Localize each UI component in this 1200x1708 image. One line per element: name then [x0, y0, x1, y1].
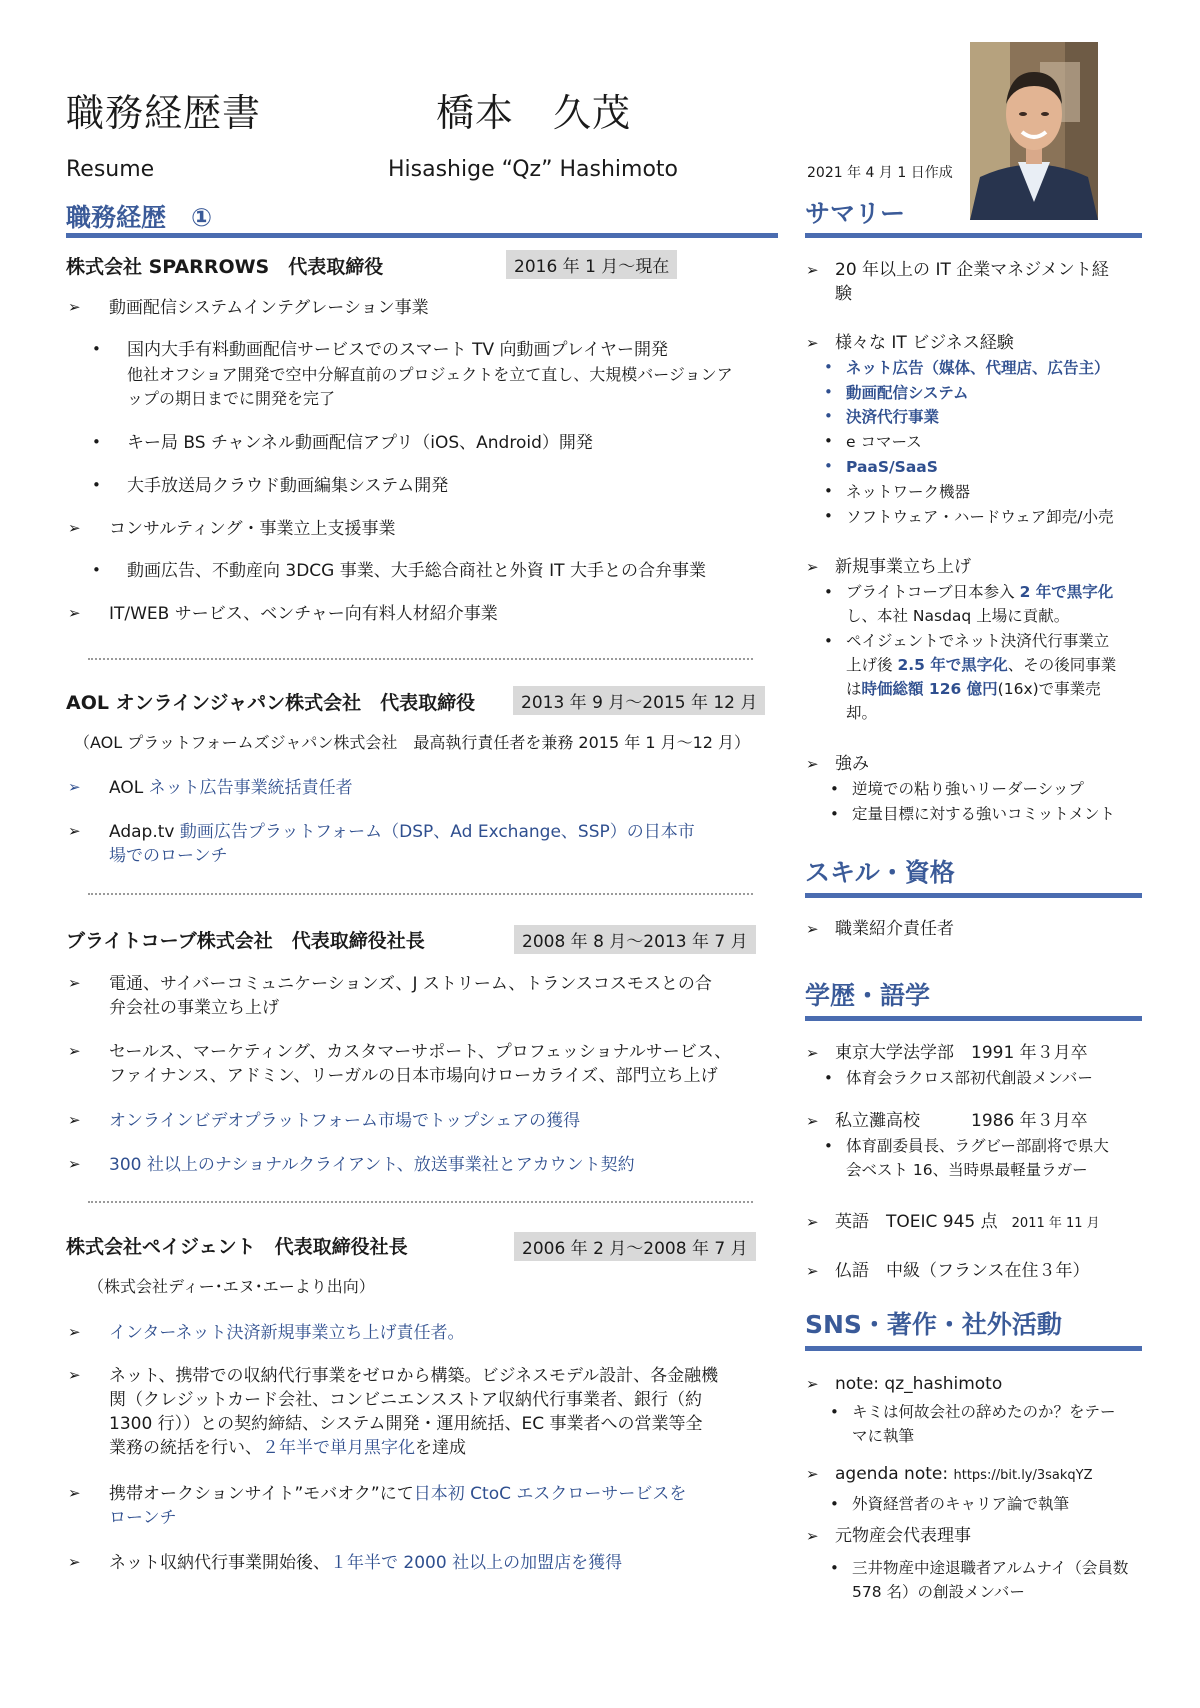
dot-bullet-icon: •: [824, 583, 833, 601]
arrow-bullet-icon: ➢: [806, 1375, 819, 1393]
arrow-bullet-icon: ➢: [806, 1527, 819, 1545]
arrow-bullet-icon: ➢: [806, 1112, 819, 1130]
arrow-bullet-icon: ➢: [68, 974, 81, 992]
job4-note: （株式会社ディー･エヌ･エーより出向）: [88, 1277, 375, 1296]
sns-title: SNS・著作・社外活動: [805, 1310, 1062, 1339]
job3-activity-4: 300 社以上のナショナルクライアント、放送事業社とアカウント契約: [109, 1155, 635, 1175]
document-title: 職務経歴書: [66, 91, 262, 135]
education-2-detail-line-1: 体育副委員長、ラグビー部副将で県大: [846, 1137, 1109, 1155]
arrow-bullet-icon: ➢: [806, 1465, 819, 1483]
job4-activity-4: [109, 1551, 622, 1575]
sns-agenda-label: agenda note:: [835, 1464, 949, 1484]
separator: [88, 1201, 753, 1203]
career-section-title: 職務経歴 ①: [66, 203, 213, 232]
arrow-bullet-icon: ➢: [806, 755, 819, 773]
arrow-bullet-icon: ➢: [806, 334, 819, 352]
job1-activity-1-item-3: 大手放送局クラウド動画編集システム開発: [127, 476, 449, 496]
new-biz-1-highlight: 2 年で黒字化: [1019, 583, 1114, 601]
business-exp-7: ソフトウェア・ハードウェア卸売/小売: [846, 508, 1114, 526]
arrow-bullet-icon: ➢: [68, 822, 81, 840]
business-exp-2: 動画配信システム: [846, 384, 969, 402]
language-french: 仏語 中級（フランス在住３年）: [835, 1261, 1090, 1281]
arrow-bullet-icon: ➢: [68, 778, 81, 796]
job1-activity-3: IT/WEB サービス、ベンチャー向有料人材紹介事業: [109, 604, 498, 624]
dot-bullet-icon: •: [92, 433, 101, 451]
new-biz-2-l3-prefix: は: [846, 680, 862, 698]
summary-item-2: 様々な IT ビジネス経験: [835, 333, 1014, 353]
new-biz-2-l3-suffix: (16x)で事業売: [997, 680, 1101, 698]
job1-company: 株式会社 SPARROWS 代表取締役: [66, 256, 384, 278]
new-biz-2-line-2: [846, 653, 1116, 677]
arrow-bullet-icon: ➢: [806, 1044, 819, 1062]
job1-activity-1-note-2: ップの期日までに開発を完了: [127, 389, 336, 408]
person-name: 橋本 久茂: [436, 91, 632, 135]
dot-bullet-icon: •: [824, 1137, 833, 1155]
job1-activity-1-note-1: 他社オフショア開発で空中分解直前のプロジェクトを立て直し、大規模バージョンア: [127, 365, 733, 384]
education-2: 私立灘高校 1986 年３月卒: [835, 1111, 1088, 1131]
education-1-detail: 体育会ラクロス部初代創設メンバー: [846, 1069, 1093, 1087]
new-biz-1-prefix: ブライトコーブ日本参入: [846, 583, 1020, 601]
business-exp-1: ネット広告（媒体、代理店、広告主）: [846, 359, 1110, 377]
dot-bullet-icon: •: [830, 1403, 839, 1421]
new-biz-2-prefix: 上げ後: [846, 656, 898, 674]
sns-alumni-detail-line-2: 578 名）の創設メンバー: [852, 1583, 1025, 1601]
summary-item-4: 強み: [835, 754, 869, 774]
dot-bullet-icon: •: [830, 780, 839, 798]
sns-note-detail-line-1: キミは何故会社の辞めたのか？をテー: [852, 1403, 1116, 1421]
job2-activity-2-prefix: Adap.tv: [109, 822, 180, 842]
job2-activity-2-highlight: 動画広告プラットフォーム（DSP、Ad Exchange、SSP）の日本市: [179, 822, 695, 842]
skills-rule: [805, 893, 1142, 898]
arrow-bullet-icon: ➢: [68, 519, 81, 537]
skills-title: スキル・資格: [805, 858, 955, 887]
job4-activity-3-line-2: ローンチ: [109, 1508, 177, 1528]
job2-note: （AOL プラットフォームズジャパン株式会社 最高執行責任者を兼務 2015 年 1 月～12 月）: [74, 733, 751, 752]
job3-date: 2008 年 8 月～2013 年 7 月: [514, 925, 756, 954]
summary-item-1-line-1: 20 年以上の IT 企業マネジメント経: [835, 260, 1109, 280]
sns-alumni-detail-line-1: 三井物産中途退職者アルムナイ（会員数: [852, 1559, 1129, 1577]
job2-activity-1: [109, 776, 353, 800]
new-biz-2-l3-highlight: 時価総額 126 億円: [861, 680, 998, 698]
arrow-bullet-icon: ➢: [68, 604, 81, 622]
education-title: 学歴・語学: [805, 981, 931, 1010]
resume-label: Resume: [66, 157, 155, 182]
arrow-bullet-icon: ➢: [806, 1213, 819, 1231]
job4-activity-4-prefix: ネット収納代行事業開始後、: [109, 1553, 330, 1573]
dot-bullet-icon: •: [824, 482, 833, 500]
dot-bullet-icon: •: [824, 632, 833, 650]
job1-activity-2-item-1: 動画広告、不動産向 3DCG 事業、大手総合商社と外資 IT 大手との合弁事業: [127, 561, 706, 581]
business-exp-4: e コマース: [846, 433, 922, 451]
job3-activity-2-line-1: セールス、マーケティング、カスタマーサポート、プロフェッショナルサービス、: [109, 1042, 732, 1062]
job4-date: 2006 年 2 月～2008 年 7 月: [514, 1232, 756, 1261]
job4-activity-2-prefix: 業務の統括を行い、: [109, 1438, 262, 1458]
job4-activity-2-line-3: 1300 行））との契約締結、システム開発・運用統括、EC 事業者への営業等全: [109, 1414, 703, 1434]
job3-activity-2-line-2: ファイナンス、アドミン、リーガルの日本市場向けローカライズ、部門立ち上げ: [109, 1066, 718, 1086]
dot-bullet-icon: •: [830, 805, 839, 823]
arrow-bullet-icon: ➢: [68, 298, 81, 316]
job4-activity-4-highlight: １年半で 2000 社以上の加盟店を獲得: [330, 1553, 623, 1573]
dot-bullet-icon: •: [92, 476, 101, 494]
profile-photo: [970, 42, 1098, 220]
new-biz-1-line-2: し、本社 Nasdaq 上場に貢献。: [846, 607, 1070, 625]
dot-bullet-icon: •: [92, 561, 101, 579]
separator: [88, 893, 753, 895]
dot-bullet-icon: •: [830, 1495, 839, 1513]
dot-bullet-icon: •: [830, 1559, 839, 1577]
job4-activity-2-highlight: ２年半で単月黒字化: [262, 1438, 415, 1458]
sns-note-detail-line-2: マに執筆: [852, 1427, 915, 1445]
business-exp-5: PaaS/SaaS: [846, 458, 938, 476]
education-2-detail-line-2: 会ベスト 16、当時県最軽量ラガー: [846, 1161, 1088, 1179]
job2-activity-1-highlight: ネット広告事業統括責任者: [148, 778, 353, 798]
arrow-bullet-icon: ➢: [806, 558, 819, 576]
education-1: 東京大学法学部 1991 年３月卒: [835, 1043, 1088, 1063]
new-biz-1-line-1: [846, 580, 1113, 604]
sns-agenda: [835, 1462, 1093, 1488]
job4-activity-2-line-1: ネット、携帯での収納代行事業をゼロから構築。ビジネスモデル設計、各金融機: [109, 1366, 719, 1386]
language-english-score: 英語 TOEIC 945 点: [835, 1212, 998, 1232]
job2-activity-1-prefix: AOL: [109, 778, 149, 798]
dot-bullet-icon: •: [824, 457, 833, 475]
job4-activity-2-line-2: 関（クレジットカード会社、コンビニエンスストア収納代行事業者、銀行（約: [109, 1390, 703, 1410]
job3-company: ブライトコーブ株式会社 代表取締役社長: [66, 930, 425, 952]
job1-date: 2016 年 1 月～現在: [506, 250, 677, 279]
job2-activity-2-line-2: 場でのローンチ: [109, 846, 228, 866]
job3-activity-3: オンラインビデオプラットフォーム市場でトップシェアの獲得: [109, 1111, 581, 1131]
arrow-bullet-icon: ➢: [68, 1042, 81, 1060]
job1-activity-1-item-2: キー局 BS チャンネル動画配信アプリ（iOS、Android）開発: [127, 433, 593, 453]
sns-rule: [805, 1346, 1142, 1351]
arrow-bullet-icon: ➢: [68, 1323, 81, 1341]
new-biz-2-highlight: 2.5 年で黒字化: [897, 656, 1008, 674]
person-name-en: Hisashige “Qz” Hashimoto: [388, 157, 678, 182]
dot-bullet-icon: •: [824, 507, 833, 525]
job4-activity-1: インターネット決済新規事業立ち上げ責任者。: [109, 1323, 465, 1343]
dot-bullet-icon: •: [824, 358, 833, 376]
arrow-bullet-icon: ➢: [68, 1111, 81, 1129]
arrow-bullet-icon: ➢: [68, 1366, 81, 1384]
business-exp-3: 決済代行事業: [846, 408, 940, 426]
business-exp-6: ネットワーク機器: [846, 483, 971, 501]
strength-1: 逆境での粘り強いリーダーシップ: [852, 780, 1084, 798]
arrow-bullet-icon: ➢: [68, 1155, 81, 1173]
dot-bullet-icon: •: [824, 407, 833, 425]
arrow-bullet-icon: ➢: [806, 1262, 819, 1280]
job1-activity-2: コンサルティング・事業立上支援事業: [109, 519, 396, 539]
created-date: 2021 年 4 月 1 日作成: [807, 165, 953, 181]
summary-rule: [805, 233, 1142, 238]
dot-bullet-icon: •: [824, 383, 833, 401]
job2-company: AOL オンラインジャパン株式会社 代表取締役: [66, 692, 476, 714]
sns-agenda-link[interactable]: https://bit.ly/3sakqYZ: [953, 1468, 1093, 1483]
arrow-bullet-icon: ➢: [806, 261, 819, 279]
arrow-bullet-icon: ➢: [68, 1484, 81, 1502]
separator: [88, 658, 753, 660]
job4-activity-3-highlight: 日本初 CtoC エスクローサービスを: [413, 1484, 687, 1504]
summary-item-1-line-2: 験: [835, 284, 852, 304]
job1-activity-1: 動画配信システムインテグレーション事業: [109, 298, 429, 318]
job3-activity-1-line-2: 弁会社の事業立ち上げ: [109, 998, 279, 1018]
arrow-bullet-icon: ➢: [806, 920, 819, 938]
new-biz-2-suffix: 、その後同事業: [1007, 656, 1117, 674]
job4-company: 株式会社ペイジェント 代表取締役社長: [66, 1236, 408, 1258]
job3-activity-1-line-1: 電通、サイバーコミュニケーションズ、J ストリーム、トランスコスモスとの合: [109, 974, 712, 994]
job1-activity-1-item-1: 国内大手有料動画配信サービスでのスマート TV 向動画プレイヤー開発: [127, 340, 668, 360]
job4-activity-2-suffix: を達成: [415, 1438, 466, 1458]
language-english: [835, 1210, 1100, 1236]
new-biz-2-line-3: [846, 677, 1101, 701]
arrow-bullet-icon: ➢: [68, 1553, 81, 1571]
job4-activity-2-line-4: [109, 1436, 466, 1460]
summary-item-3: 新規事業立ち上げ: [835, 557, 971, 577]
dot-bullet-icon: •: [824, 1069, 833, 1087]
strength-2: 定量目標に対する強いコミットメント: [852, 805, 1116, 823]
job4-activity-3-line-1: [109, 1482, 686, 1506]
new-biz-2-line-1: ペイジェントでネット決済代行事業立: [846, 632, 1110, 650]
career-section-rule: [66, 233, 778, 238]
language-english-date: 2011 年 11 月: [1011, 1216, 1100, 1231]
job2-activity-2: [109, 820, 695, 844]
dot-bullet-icon: •: [92, 340, 101, 358]
education-rule: [805, 1016, 1142, 1021]
job4-activity-3-prefix: 携帯オークションサイト”モバオク”にて: [109, 1484, 414, 1504]
job2-date: 2013 年 9 月～2015 年 12 月: [513, 686, 765, 715]
dot-bullet-icon: •: [824, 432, 833, 450]
summary-title: サマリー: [805, 199, 906, 228]
sns-alumni: 元物産会代表理事: [835, 1526, 971, 1546]
skill-1: 職業紹介責任者: [835, 919, 954, 939]
new-biz-2-line-4: 却。: [846, 704, 878, 722]
sns-note: note: qz_hashimoto: [835, 1374, 1003, 1394]
sns-agenda-detail: 外資経営者のキャリア論で執筆: [852, 1495, 1070, 1513]
